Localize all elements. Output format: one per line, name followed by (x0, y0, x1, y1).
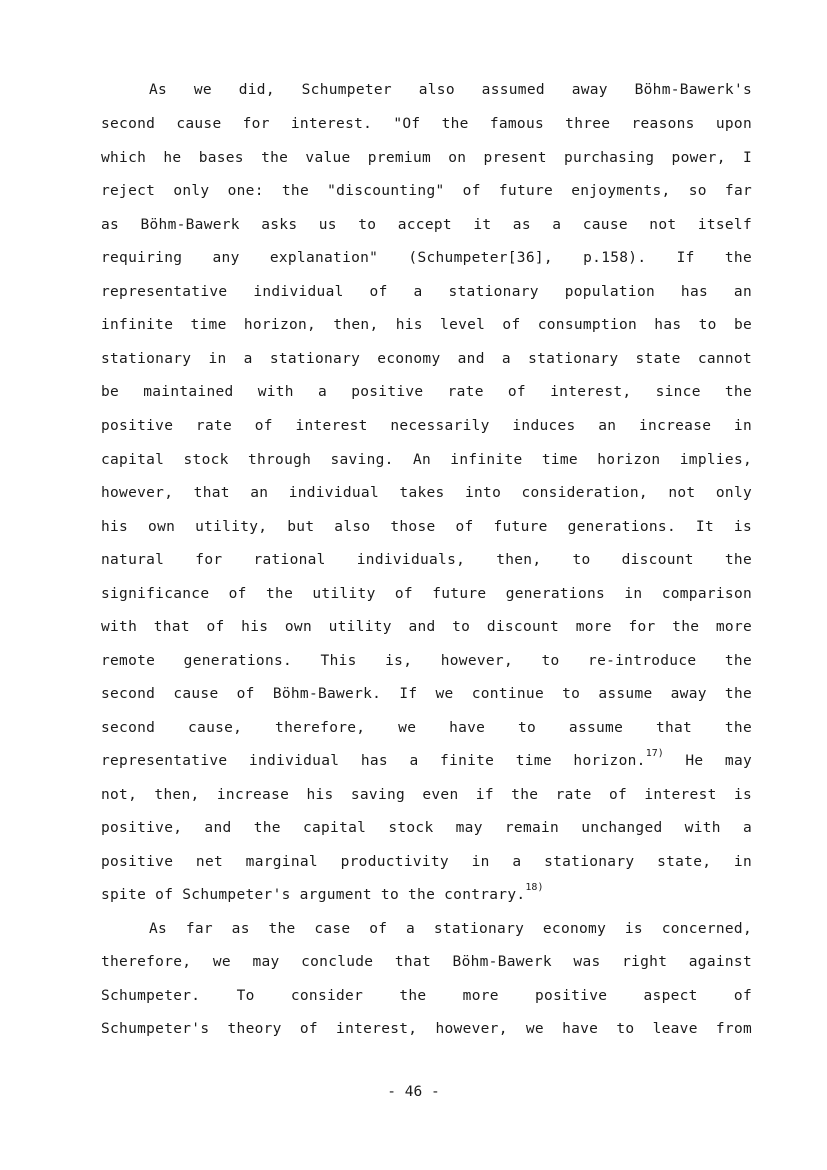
line-text: spite of Schumpeter's argument to the contrary. (101, 887, 526, 903)
paragraph-line: Schumpeter. To consider the more positive aspect of (101, 988, 752, 1004)
paragraph-line: Schumpeter's theory of interest, however, we have to leave from (101, 1021, 752, 1037)
paragraph-line: positive rate of interest necessarily induces an increase in (101, 418, 752, 434)
line-text: representative individual has a finite time horizon. (101, 753, 646, 769)
paragraph-line (101, 883, 752, 907)
paragraph-line: positive net marginal productivity in a stationary state, in (101, 854, 752, 870)
paragraph-line: second cause for interest. "Of the famous three reasons upon (101, 116, 752, 132)
paragraph-line: requiring any explanation" (Schumpeter[36], p.158). If the (101, 250, 752, 266)
paragraph-line: remote generations. This is, however, to re-introduce the (101, 653, 752, 669)
paragraph-line: infinite time horizon, then, his level of consumption has to be (101, 317, 752, 333)
footnote-marker: 17) (645, 748, 664, 759)
paragraph-line: be maintained with a positive rate of interest, since the (101, 384, 752, 400)
paragraph-line: with that of his own utility and to discount more for the more (101, 619, 752, 635)
paragraph-line: second cause of Böhm-Bawerk. If we continue to assume away the (101, 686, 752, 702)
line-text: He may (685, 753, 753, 769)
paragraph-line: As we did, Schumpeter also assumed away Böhm-Bawerk's (149, 82, 752, 98)
paragraph-line: As far as the case of a stationary economy is concerned, (149, 921, 752, 937)
paragraph-line (101, 749, 752, 773)
paragraph-line: not, then, increase his saving even if the rate of interest is (101, 787, 752, 803)
paragraph-line: positive, and the capital stock may remain unchanged with a (101, 820, 752, 836)
paragraph-line: significance of the utility of future generations in comparison (101, 586, 752, 602)
paragraph-line: natural for rational individuals, then, to discount the (101, 552, 752, 568)
paragraph-line: reject only one: the "discounting" of future enjoyments, so far (101, 183, 752, 199)
paragraph-line: capital stock through saving. An infinite time horizon implies, (101, 452, 752, 468)
paragraph-line: second cause, therefore, we have to assume that the (101, 720, 752, 736)
page-number: - 46 - (387, 1084, 440, 1100)
footnote-marker: 18) (525, 882, 544, 893)
paragraph-line: which he bases the value premium on present purchasing power, I (101, 150, 752, 166)
paragraph-line: representative individual of a stationary population has an (101, 284, 752, 300)
paragraph-line: however, that an individual takes into consideration, not only (101, 485, 752, 501)
paragraph-line: stationary in a stationary economy and a stationary state cannot (101, 351, 752, 367)
paragraph-line: his own utility, but also those of future generations. It is (101, 519, 752, 535)
paragraph-line: as Böhm-Bawerk asks us to accept it as a cause not itself (101, 217, 752, 233)
paragraph-line: therefore, we may conclude that Böhm-Bawerk was right against (101, 954, 752, 970)
